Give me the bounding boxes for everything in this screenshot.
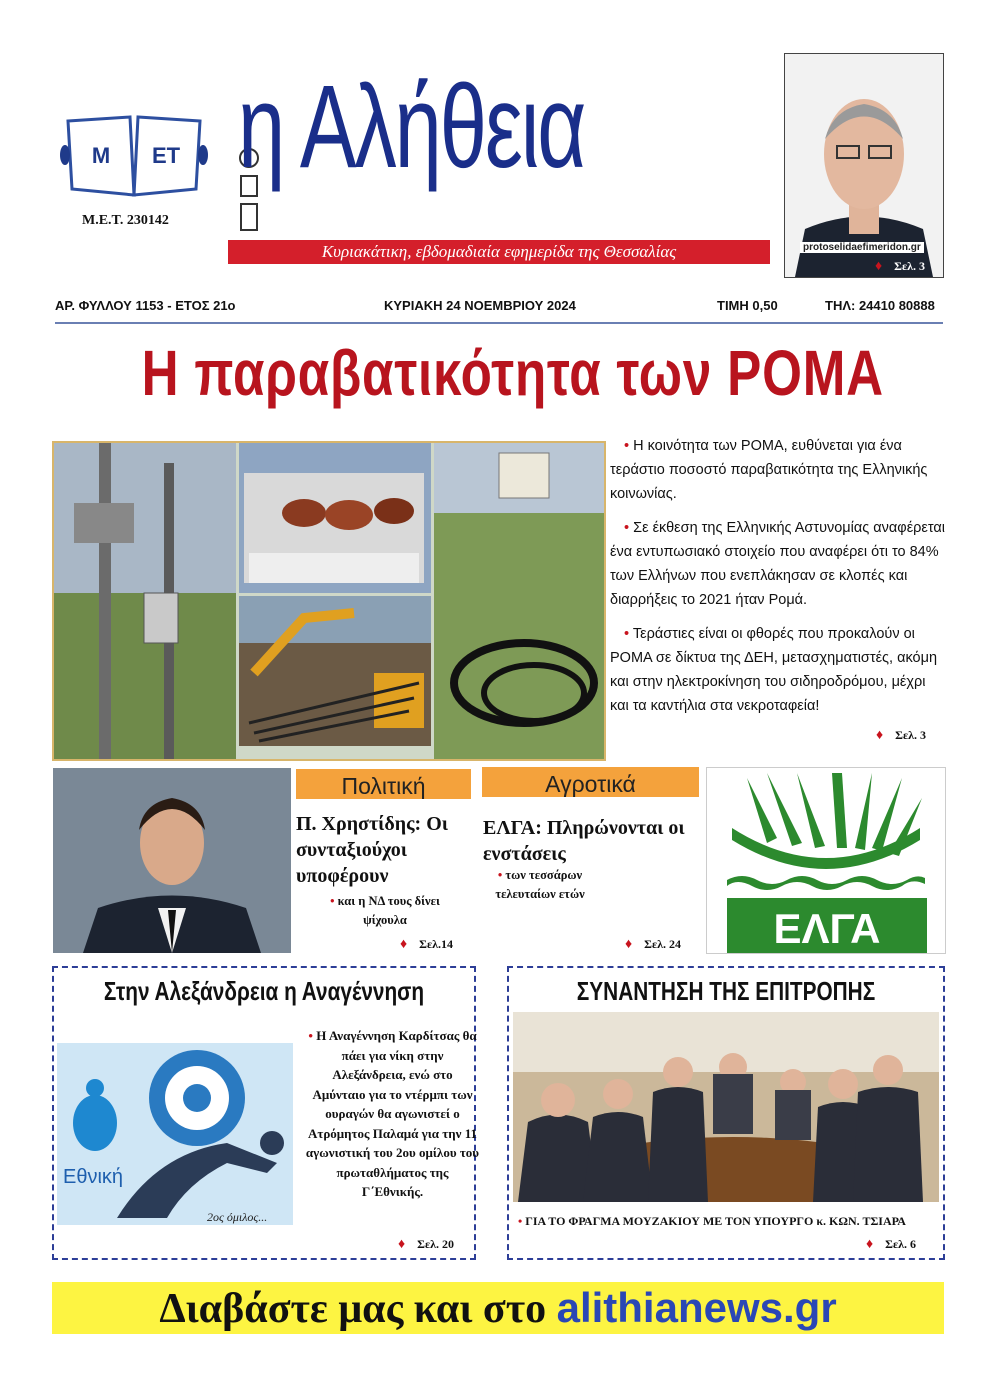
bullet-icon: • — [330, 894, 338, 908]
lead-paragraph-1 — [610, 434, 945, 506]
diamond-icon: ♦ — [876, 728, 884, 743]
lead-paragraph-1-text: Η κοινότητα των ΡΟΜΑ, ευθύνεται για ένα τεράστιο ποσοστό παραβατικότητα της Ελληνικής κοινωνίας. — [610, 438, 928, 502]
portrait-ref-label: Σελ. 3 — [894, 259, 926, 273]
ethniki-illustration — [57, 1043, 293, 1225]
meeting-page-ref[interactable] — [866, 1237, 916, 1253]
alexandreia-text-body: Η Αναγέννηση Καρδίτσας θα πάει για νίκη στην Αλεξάνδρεια, ενώ στο Αμύνταιο για το ντέρμπι των ουραγών θα αγωνιστεί ο Ατρόμητος Παλαμά για την 11 αγωνιστική του 2ου ομίλου του πρωταθλήματος της Γ΄Εθνικής. — [305, 1028, 480, 1199]
alexandreia-text — [305, 1026, 480, 1202]
agro-title[interactable]: ΕΛΓΑ: Πληρώνονται οι ενστάσεις — [483, 817, 685, 865]
meeting-caption — [518, 1212, 938, 1230]
agro-sub — [470, 866, 610, 904]
logo-left-letter: Μ — [91, 143, 111, 168]
politics-title[interactable]: Π. Χρηστίδης: Οι συνταξιούχοι υποφέρουν — [296, 813, 448, 887]
lead-text — [610, 434, 945, 728]
agro-ref-label: Σελ. 24 — [644, 937, 682, 951]
watermark: protoselidaefimeridon.gr — [800, 242, 924, 253]
politics-ref-label: Σελ.14 — [419, 937, 454, 951]
alexandreia-page-ref[interactable] — [398, 1237, 454, 1253]
elga-logo-illustration — [707, 768, 945, 953]
lead-paragraph-2-text: Σε έκθεση της Ελληνικής Αστυνομίας αναφέρεται ένα εντυπωσιακό στοιχείο που αναφέρει ότι το 84% των Ελλήνων που ενεπλάκησαν σε κλοπές και διαρρήξεις το 2021 ήταν Ρομά. — [610, 520, 946, 608]
ethniki-caption: 2ος όμιλος... — [207, 1210, 268, 1224]
tab-politics[interactable]: Πολιτική — [296, 769, 471, 799]
alexandreia-title[interactable]: Στην Αλεξάνδρεια η Αναγέννηση — [103, 976, 425, 1006]
website-banner[interactable] — [52, 1282, 944, 1334]
bullet-icon: • — [308, 1028, 317, 1043]
diamond-icon: ♦ — [400, 937, 408, 952]
lead-photo-collage[interactable] — [52, 441, 606, 761]
meeting-photo[interactable] — [513, 1012, 939, 1202]
portrait-page-ref — [875, 259, 925, 275]
lead-ref-label: Σελ. 3 — [895, 728, 927, 742]
diamond-icon: ♦ — [625, 937, 633, 952]
diamond-icon: ♦ — [875, 259, 883, 274]
politics-sub-text: και η ΝΔ τους δίνει ψίχουλα — [337, 894, 440, 927]
lead-paragraph-3 — [610, 622, 945, 718]
lead-paragraph-2 — [610, 516, 945, 612]
agro-sub-text: των τεσσάρων τελευταίων ετών — [495, 868, 585, 901]
logo-right-letters: ΕΤ — [151, 143, 181, 168]
collage-illustration — [54, 443, 604, 759]
masthead-title: η Αλήθεια — [238, 61, 585, 193]
phone-number: ΤΗΛ: 24410 80888 — [825, 298, 935, 313]
meeting-ref-label: Σελ. 6 — [885, 1237, 917, 1251]
issue-number: ΑΡ. ΦΥΛΛΟΥ 1153 - ΕΤΟΣ 21ο — [55, 298, 236, 313]
lead-paragraph-3-text: Τεράστιες είναι οι φθορές που προκαλούν οι ΡΟΜΑ σε δίκτυα της ΔΕΗ, μετασχηματιστές, ακόμη και στην ηλεκτροκίνηση του σιδηροδρόμου, μέχρι και τα καντήλια στα νεκροταφεία! — [610, 626, 938, 714]
issue-price: ΤΙΜΗ 0,50 — [717, 298, 778, 313]
tagline: Κυριακάτικη, εβδομαδιαία εφημερίδα της Θεσσαλίας — [228, 240, 770, 264]
banner-text: Διαβάστε μας και στο — [159, 1286, 547, 1332]
lead-page-ref[interactable] — [876, 728, 926, 744]
met-logo — [60, 113, 208, 198]
lead-headline[interactable]: Η παραβατικότητα των ΡΟΜΑ — [141, 337, 884, 409]
ethniki-graphic[interactable] — [57, 1043, 293, 1225]
bullet-icon: • — [518, 1214, 526, 1228]
politician-illustration — [53, 768, 291, 953]
diamond-icon: ♦ — [398, 1237, 406, 1252]
agro-page-ref[interactable] — [625, 937, 681, 953]
meeting-illustration — [513, 1012, 939, 1202]
ethniki-label: Εθνική — [63, 1166, 124, 1188]
bullet-icon: • — [624, 438, 634, 454]
politics-sub — [310, 892, 460, 930]
bullet-icon: • — [624, 626, 633, 642]
bullet-icon: • — [624, 520, 634, 536]
header-rule — [55, 322, 943, 324]
tab-agro[interactable]: Αγροτικά — [482, 767, 699, 797]
elga-logo — [706, 767, 946, 954]
politics-photo[interactable] — [53, 768, 291, 953]
website-link[interactable]: alithianews.gr — [556, 1284, 837, 1331]
bullet-icon: • — [497, 868, 506, 882]
meeting-caption-text: ΓΙΑ ΤΟ ΦΡΑΓΜΑ ΜΟΥΖΑΚΙΟΥ ΜΕ ΤΟΝ ΥΠΟΥΡΓΟ κ. ΚΩΝ. ΤΣΙΑΡΑ — [525, 1214, 906, 1228]
diamond-icon: ♦ — [866, 1237, 874, 1252]
alexandreia-ref-label: Σελ. 20 — [417, 1237, 455, 1251]
elga-logo-text: ΕΛΓΑ — [773, 905, 881, 952]
met-number: Μ.Ε.Τ. 230142 — [82, 213, 169, 228]
meeting-title[interactable]: ΣΥΝΑΝΤΗΣΗ ΤΗΣ ΕΠΙΤΡΟΠΗΣ — [576, 976, 876, 1006]
politics-page-ref[interactable] — [400, 937, 453, 953]
issue-date: ΚΥΡΙΑΚΗ 24 ΝΟΕΜΒΡΙΟΥ 2024 — [384, 298, 576, 313]
